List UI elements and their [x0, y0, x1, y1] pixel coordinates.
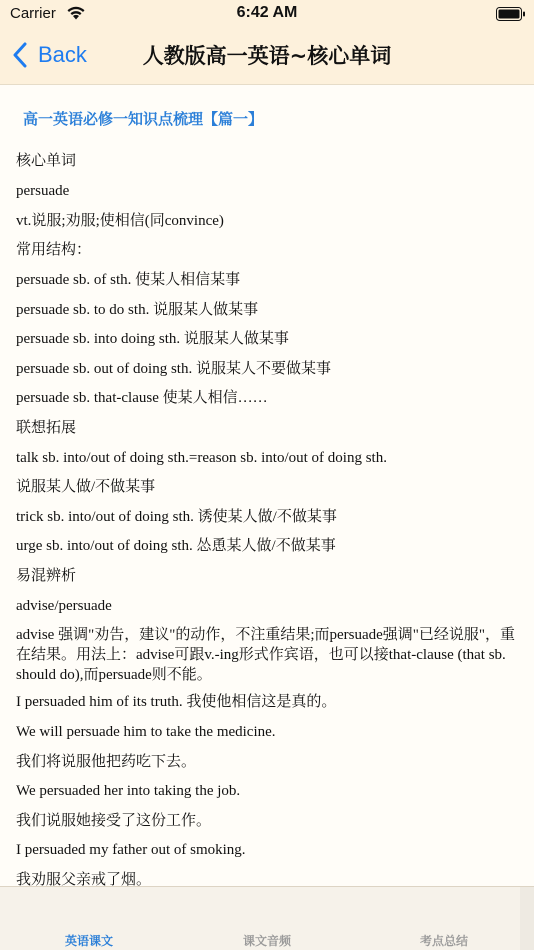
- article-line: urge sb. into/out of doing sth. 怂恿某人做/不做某事: [16, 538, 336, 554]
- article-line: 常用结构：: [16, 242, 92, 258]
- tab-bar: [0, 886, 534, 950]
- article-line: 联想拓展: [16, 420, 77, 436]
- status-bar: [0, 0, 534, 28]
- tab-english-text[interactable]: 英语课文: [64, 934, 113, 948]
- page-title: 人教版高一英语~核心单词: [142, 44, 392, 68]
- article-line: 我劝服父亲戒了烟。: [16, 872, 152, 886]
- article-line: I persuaded him of its truth. 我使他相信这是真的。: [16, 694, 337, 710]
- navigation-bar: [0, 28, 534, 85]
- article-line: talk sb. into/out of doing sth.=reason sb. into/out of doing sth.: [16, 450, 387, 466]
- tab-exam-summary[interactable]: 考点总结: [419, 934, 468, 948]
- article-paragraph: advise 强调"劝告，建议"的动作，不注重结果;而persuade强调"已经说服"，重在结果。用法上：advise可跟v.-ing形式作宾语，也可以接that-clause (that sb. should do),而persuade则不能。: [16, 627, 516, 683]
- back-label: Back: [38, 42, 87, 67]
- article-line: 核心单词: [16, 153, 77, 169]
- article-line: persuade sb. to do sth. 说服某人做某事: [16, 302, 259, 318]
- article-line: persuade sb. that-clause 使某人相信……: [16, 390, 268, 406]
- tab-text-audio[interactable]: 课文音频: [242, 934, 291, 948]
- article-line: 易混辨析: [16, 568, 77, 584]
- article-line: 我们将说服他把药吃下去。: [16, 754, 197, 770]
- article-line: 我们说服她接受了这份工作。: [16, 813, 212, 829]
- carrier-label: Carrier: [10, 5, 56, 22]
- article-line: I persuaded my father out of smoking.: [16, 842, 246, 858]
- back-button[interactable]: [12, 38, 87, 72]
- article-line: vt.说服;劝服;使相信(同convince): [16, 213, 224, 229]
- status-time: 6:42 AM: [236, 4, 298, 21]
- article-heading: 高一英语必修一知识点梳理【篇一】: [23, 110, 264, 128]
- article-line: persuade: [16, 183, 70, 199]
- article-line: trick sb. into/out of doing sth. 诱使某人做/不做某事: [16, 509, 337, 525]
- scrollbar[interactable]: [520, 887, 534, 950]
- article-line: We persuaded her into taking the job.: [16, 783, 241, 799]
- article-line: persuade sb. out of doing sth. 说服某人不要做某事: [16, 361, 331, 377]
- article-content[interactable]: [0, 85, 534, 886]
- article-line: We will persuade him to take the medicine.: [16, 724, 276, 740]
- article-line: advise/persuade: [16, 598, 112, 614]
- chevron-left-icon: [12, 42, 28, 68]
- article-line: persuade sb. into doing sth. 说服某人做某事: [16, 331, 289, 347]
- article-line: persuade sb. of sth. 使某人相信某事: [16, 272, 241, 288]
- battery-icon: [496, 7, 526, 21]
- article-line: 说服某人做/不做某事: [16, 479, 156, 495]
